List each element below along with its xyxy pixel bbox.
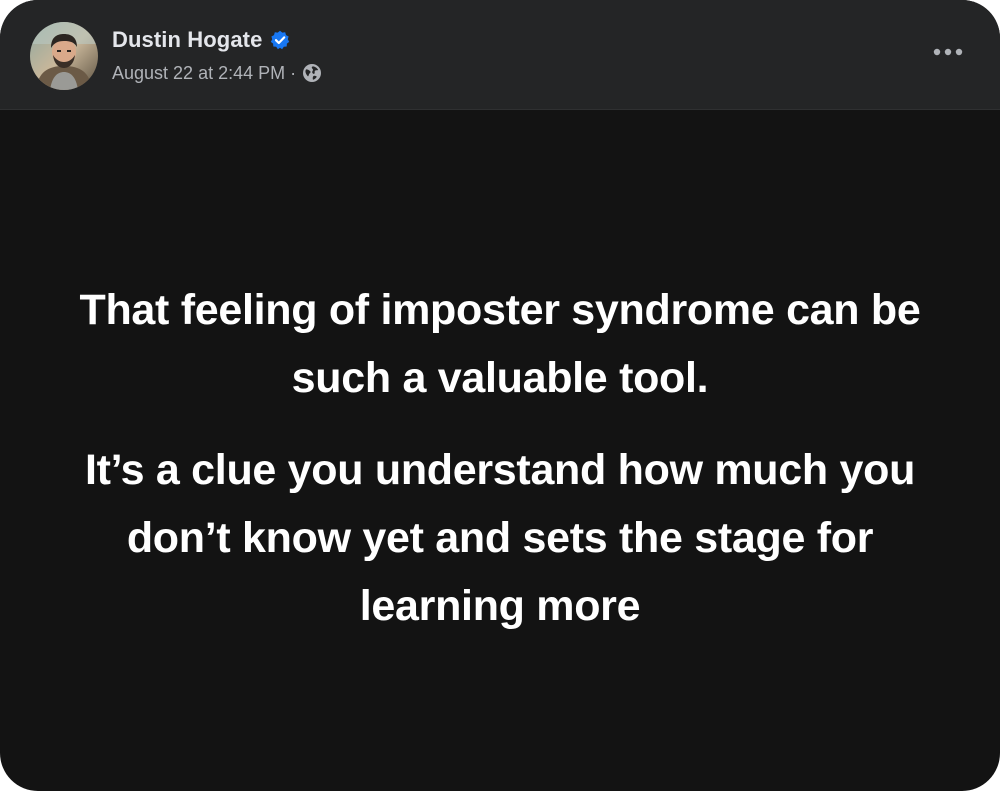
post-paragraph: It’s a clue you understand how much you don’t know yet and sets the stage for learning more — [84, 446, 916, 630]
post-paragraph: That feeling of imposter syndrome can be such a valuable tool. — [79, 286, 921, 402]
avatar[interactable] — [30, 22, 98, 90]
post-text — [40, 276, 960, 640]
author-name[interactable]: Dustin Hogate — [112, 27, 263, 52]
post-timestamp[interactable]: August 22 at 2:44 PM — [112, 62, 286, 83]
post-meta — [112, 60, 322, 86]
verified-badge-icon — [270, 30, 290, 50]
globe-icon[interactable] — [302, 63, 322, 83]
profile-photo-icon — [30, 22, 98, 90]
meta-separator: · — [290, 62, 297, 83]
more-horizontal-icon — [933, 48, 963, 56]
post-header — [0, 0, 1000, 110]
author-row — [112, 26, 290, 54]
more-options-button[interactable] — [926, 36, 970, 68]
